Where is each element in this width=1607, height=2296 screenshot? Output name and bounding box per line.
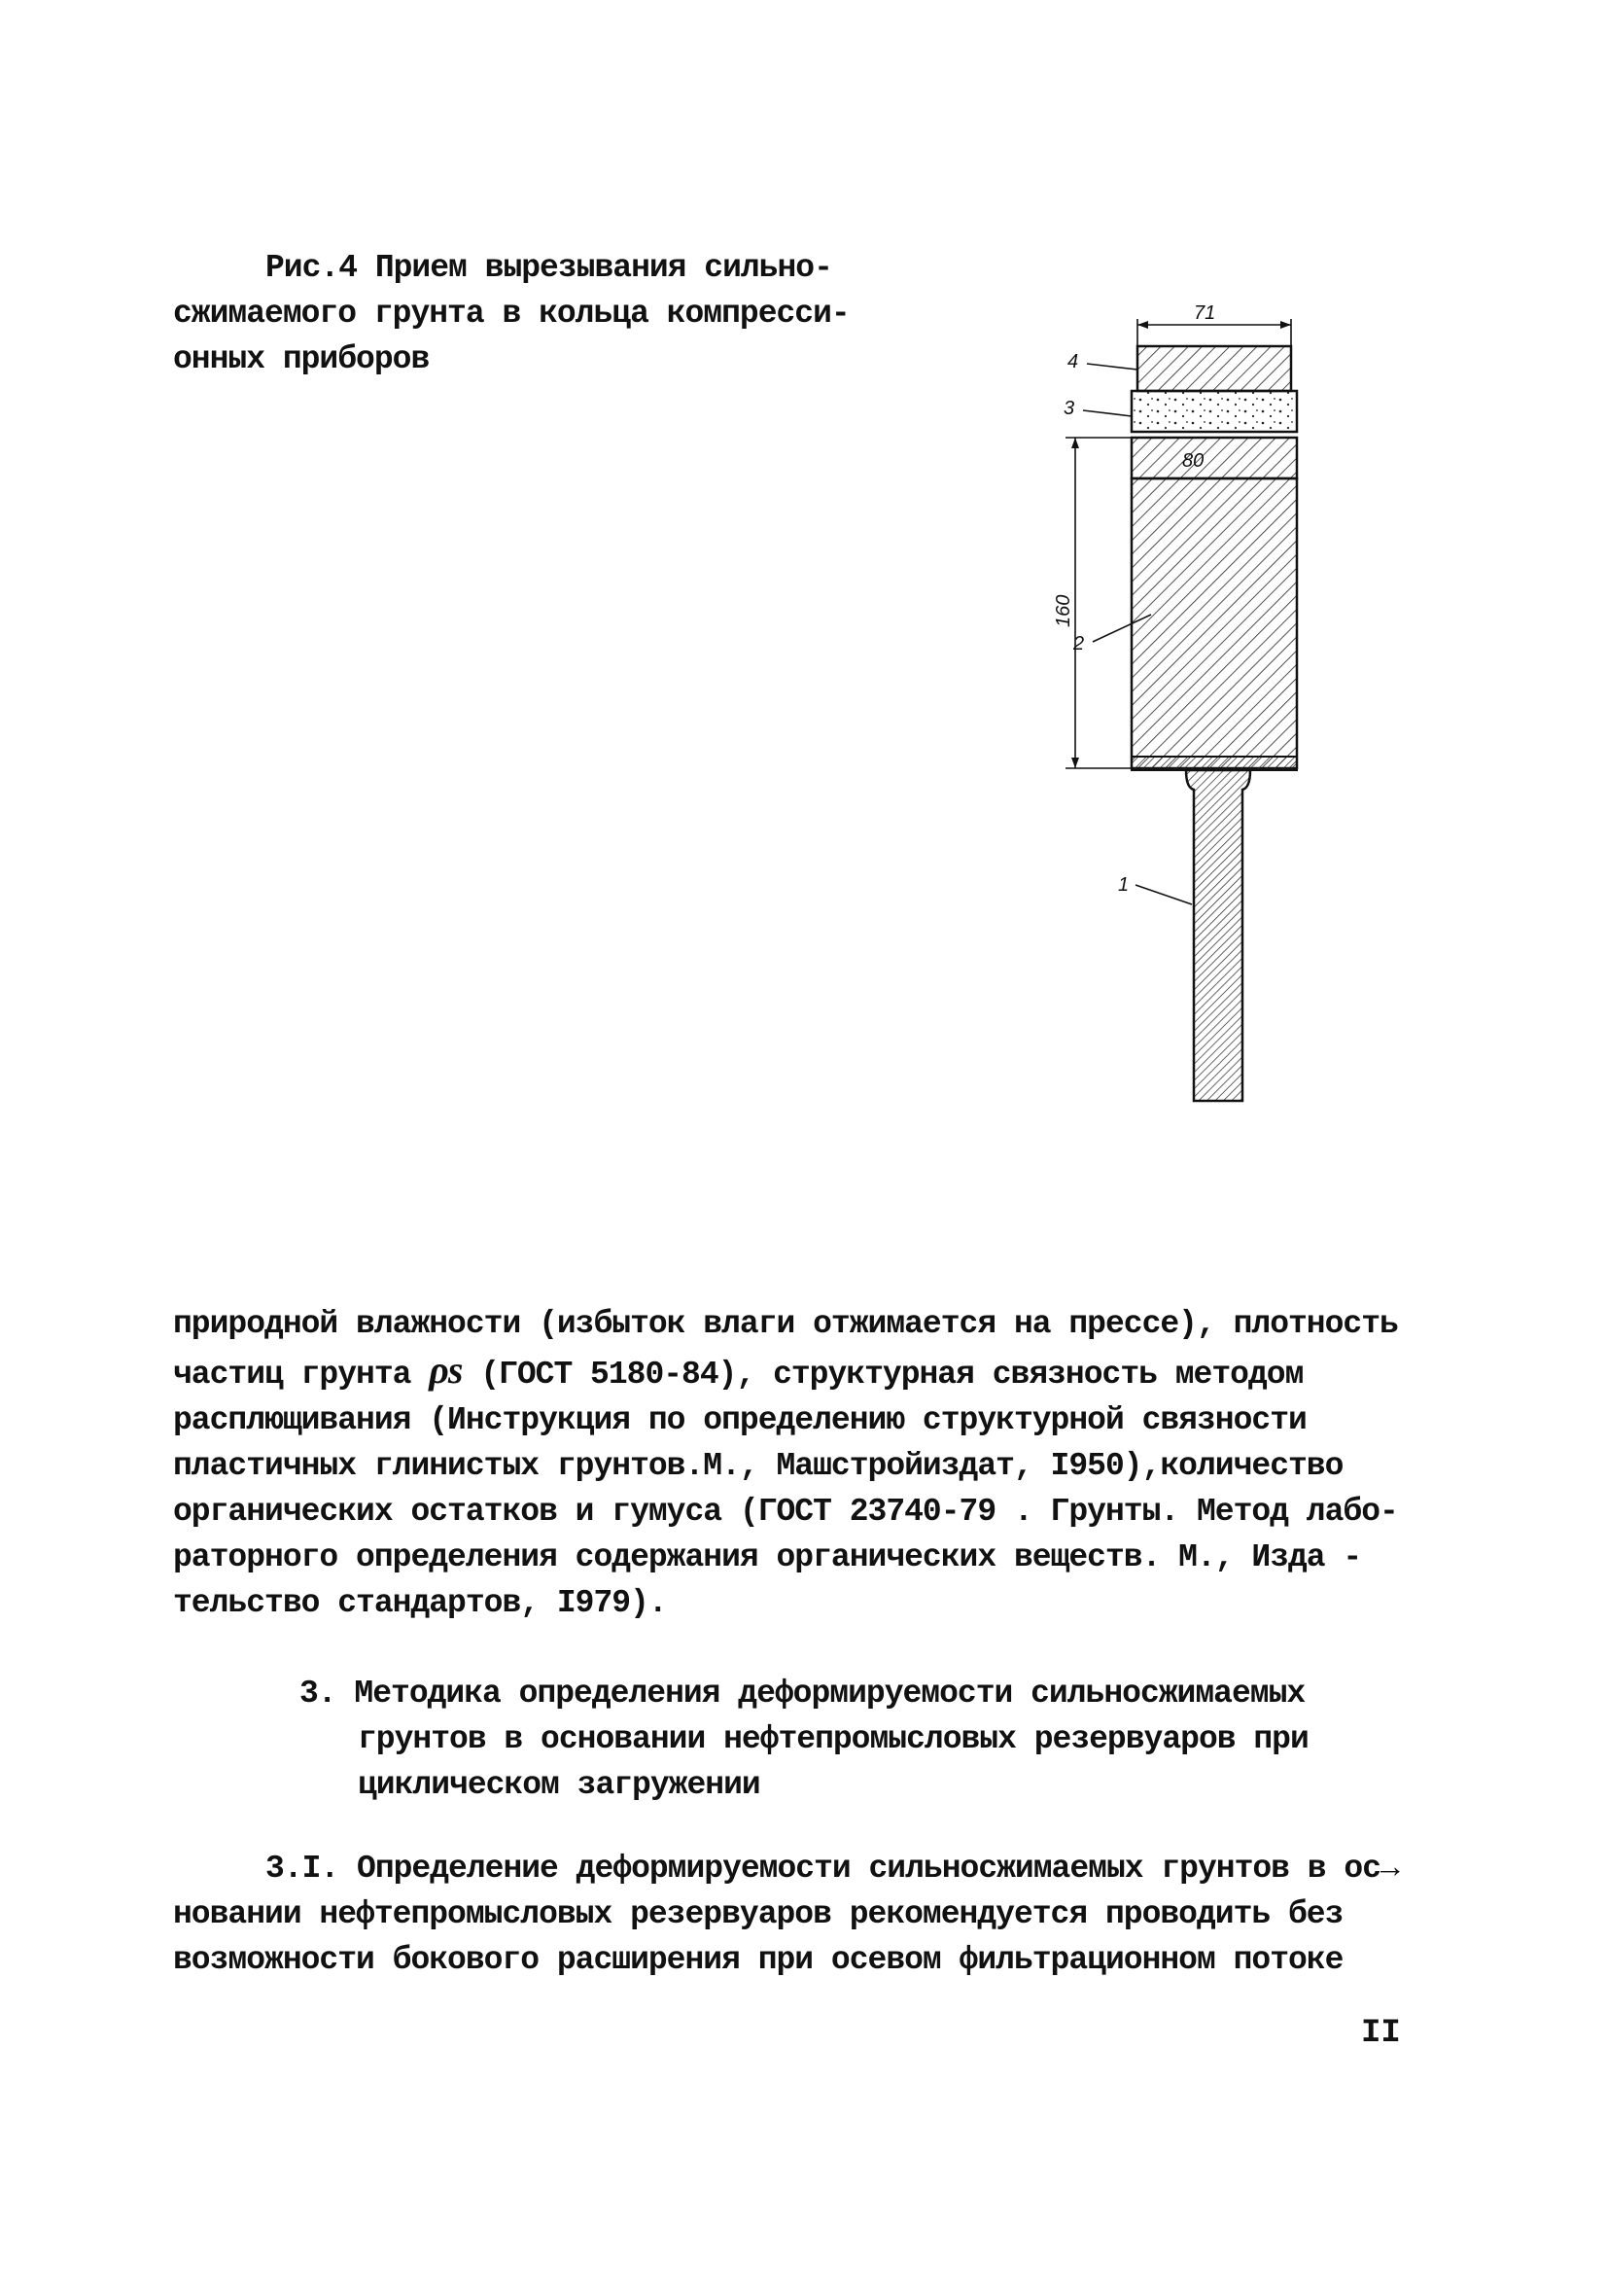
caption-line: сжимаемого грунта в кольца компресси- [173,296,850,332]
paragraph-line: раторного определения содержания органических веществ. М., Изда - [173,1539,1362,1575]
part-4-cap [1137,346,1291,391]
heading-line: циклическом загружении [358,1767,760,1803]
cutting-edge [1132,757,1297,770]
paragraph-line: пластичных глинистых грунтов.М., Машстройиздат, I950),количество [173,1448,1344,1484]
part-1-handle [1186,770,1250,1101]
part-3-label: 3 [1064,398,1075,419]
heading-line: грунтов в основании нефтепромысловых резервуаров при [358,1721,1309,1757]
paragraph-line: расплющивания (Инструкция по определению структурной связности [173,1402,1307,1438]
caption-line: Рис.4 Прием вырезывания сильно- [265,250,832,286]
section-paragraph [173,1846,1456,1983]
dimension-top [1137,302,1291,346]
cutting-device-drawing [1050,292,1342,1128]
dimension-top-label: 71 [1194,302,1216,324]
heading-line: 3. Методика определения деформируемости сильносжимаемых [299,1676,1306,1712]
page-number: II [1361,2015,1401,2052]
body-paragraph [173,1301,1437,1626]
paragraph-line: природной влажности (избыток влаги отжимается на прессе), плотность [173,1306,1398,1342]
paragraph-text: (ГОСТ 5180-84), структурная связность методом [462,1357,1304,1393]
paragraph-line: органических остатков и гумуса (ГОСТ 23740-79 . Грунты. Метод лабо- [173,1494,1398,1530]
figure-caption [173,245,902,382]
paragraph-text: частиц грунта [173,1357,430,1393]
part-1-label: 1 [1118,874,1130,896]
part-4-label: 4 [1067,351,1079,372]
section-line: возможности бокового расширения при осевом фильтрационном потоке [173,1942,1344,1978]
dimension-height [1053,438,1132,768]
caption-line: онных приборов [173,341,430,377]
dimension-height-label: 160 [1053,594,1074,627]
compression-ring [1132,438,1297,478]
section-line: 3.I. Определение деформируемости сильносжимаемых грунтов в ос→ [265,1851,1399,1887]
paragraph-line: тельство стандартов, I979). [173,1585,667,1621]
ring-dimension-label: 80 [1182,450,1205,472]
part-2-soil-body [1132,478,1297,768]
cutting-device-figure [1050,292,1342,1128]
paragraph-line [173,1347,1437,1397]
part-3-porous-plate [1132,391,1297,432]
section-line: новании нефтепромысловых резервуаров рекомендуется проводить без [173,1896,1344,1932]
rho-symbol: ρs [429,1348,463,1392]
part-2-label: 2 [1073,633,1085,654]
section-heading [299,1671,1466,1808]
